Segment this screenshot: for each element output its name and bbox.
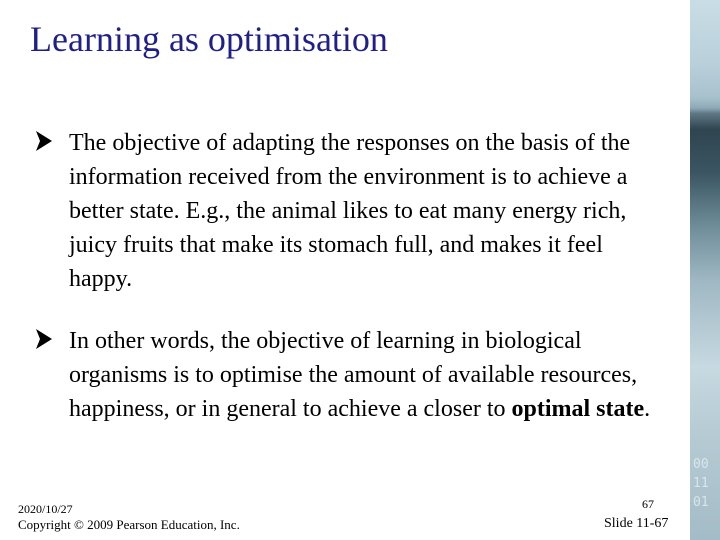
bullet-item bbox=[34, 324, 662, 426]
slide-title: Learning as optimisation bbox=[30, 19, 388, 59]
arrow-bullet-icon bbox=[34, 326, 54, 352]
arrow-bullet-icon bbox=[34, 128, 54, 154]
decorative-side-strip bbox=[690, 0, 720, 540]
slide-number: Slide 11-67 bbox=[604, 516, 669, 531]
bullet-item bbox=[34, 126, 662, 296]
footer-date: 2020/10/27 bbox=[18, 502, 73, 516]
background-digit-pattern: 00 11 01 bbox=[693, 457, 709, 510]
page-number: 67 bbox=[642, 497, 654, 511]
bullet-text: In other words, the objective of learning in biological organisms is to optimise the amount of available resources, happiness, or in general to achieve a closer to bbox=[69, 328, 638, 422]
bullet-bold-text: optimal state bbox=[511, 396, 645, 422]
bullet-text: The objective of adapting the responses on the basis of the information received from the environment is to achieve a better state. E.g., the animal likes to eat many energy rich, juicy fruits that make its stomach full, and makes it feel happy. bbox=[69, 130, 631, 292]
bullet-list bbox=[34, 126, 662, 426]
footer-copyright: Copyright © 2009 Pearson Education, Inc. bbox=[18, 517, 240, 532]
bullet-text-end: . bbox=[644, 396, 651, 422]
